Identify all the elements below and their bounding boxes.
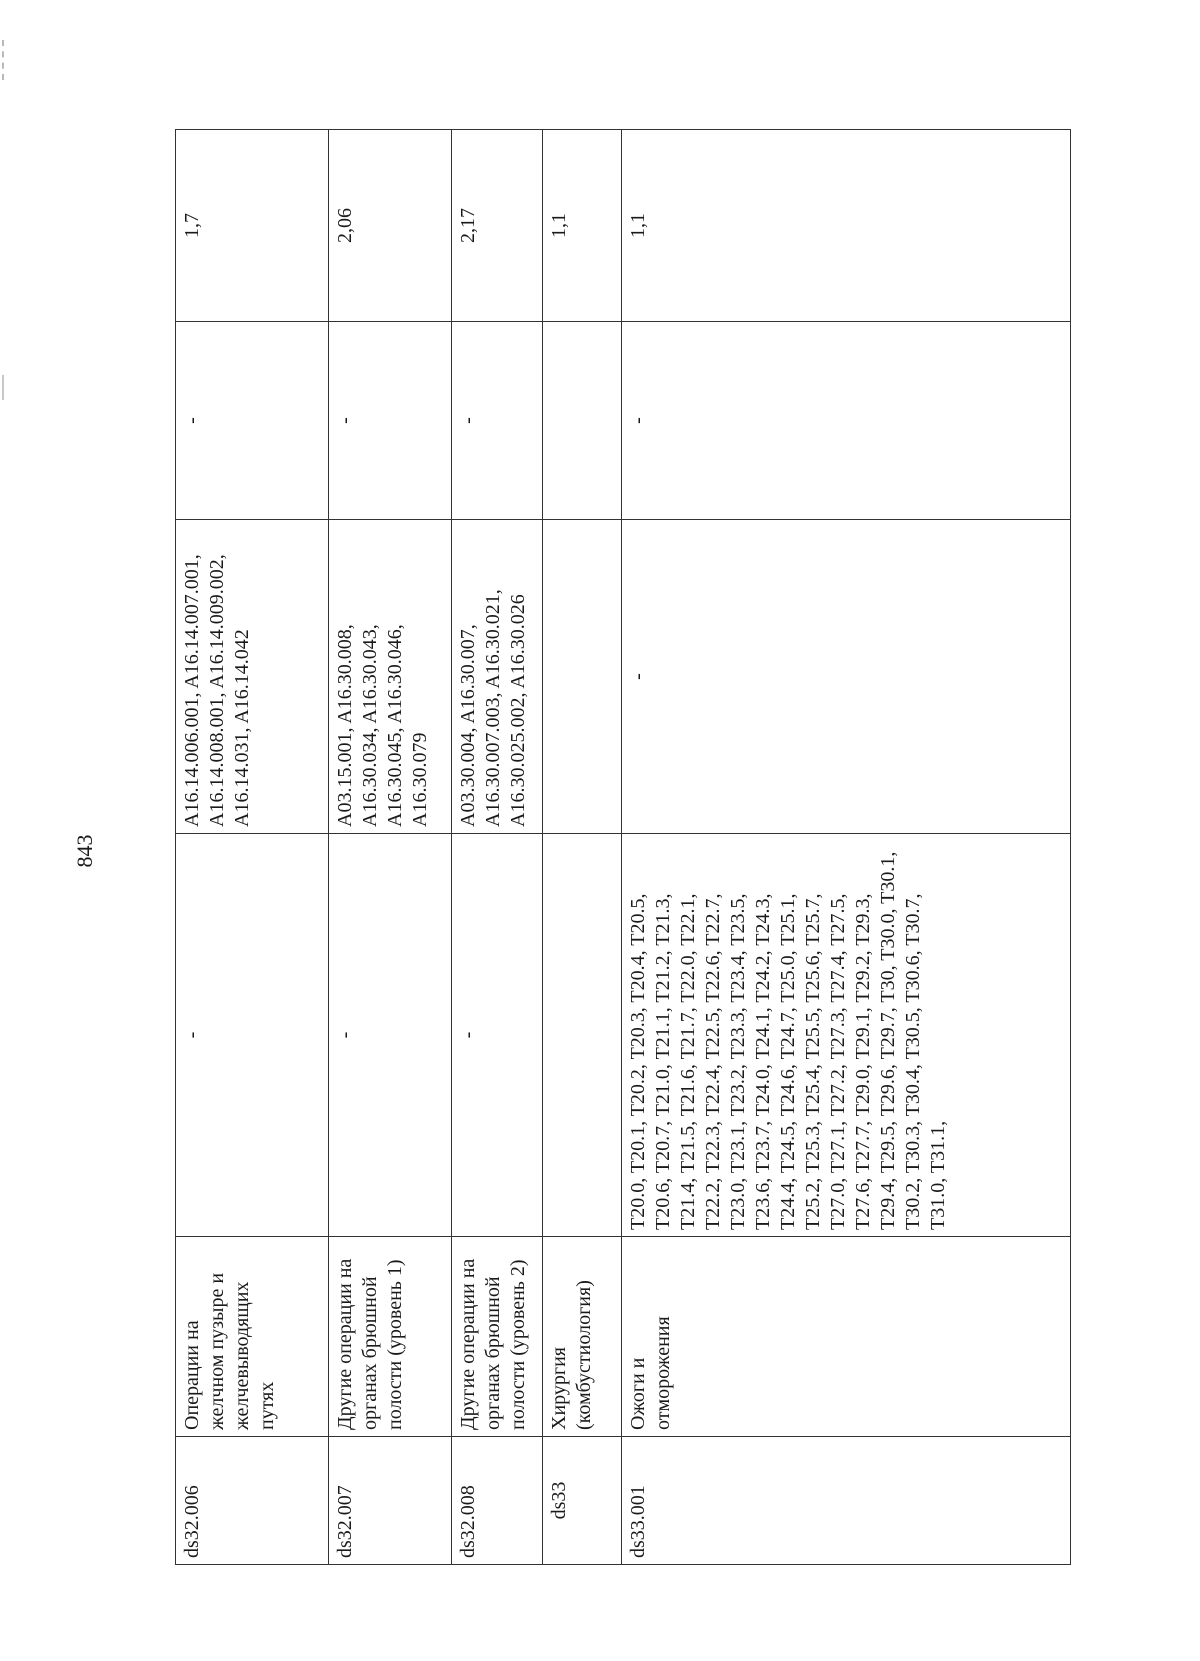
code-cell: ds33.001 bbox=[622, 1437, 1071, 1565]
diagnosis-cell: T20.0, T20.1, T20.2, T20.3, T20.4, T20.5, T20.6, T20.7, T21.0, T21.1, T21.2, T21.3, T21.4, T21.5, T21.6, T21.7, T22.0, T22.1, T22.2, T22.3, T22.4, T22.5, T22.6, T22.7, T23.0, T23.1, T23.2, T23.3, T23.4, T23.5, T23.6, T23.7, T24.0, T24.1, T24.2, T24.3, T24.4, T24.5, T24.6, T24.7, T25.0, T25.1, T25.2, T25.3, T25.4, T25.5, T25.6, T25.7, T27.0, T27.1, T27.2, T27.3, T27.4, T27.5, T27.6, T27.7, T29.0, T29.1, T29.2, T29.3, T29.4, T29.5, T29.6, T29.7, T30, T30.0, T30.1, T30.2, T30.3, T30.4, T30.5, T30.6, T30.7, T31.0, T31.1, bbox=[622, 834, 1071, 1237]
coefficient-cell: 2,17 bbox=[452, 130, 543, 322]
table-row bbox=[543, 130, 622, 1565]
code-cell: ds32.006 bbox=[176, 1437, 329, 1565]
code-cell: ds33 bbox=[543, 1437, 622, 1565]
coefficient-cell: 1,7 bbox=[176, 130, 329, 322]
coefficient-cell: 1,1 bbox=[622, 130, 1071, 322]
code-cell: ds32.008 bbox=[452, 1437, 543, 1565]
operations-cell: A03.15.001, A16.30.008, A16.30.034, A16.30.043, A16.30.045, A16.30.046, A16.30.079 bbox=[329, 520, 452, 834]
name-cell: Другие операции на органах брюшной полости (уровень 1) bbox=[329, 1237, 452, 1437]
code-cell: ds32.007 bbox=[329, 1437, 452, 1565]
coefficient-cell: 2,06 bbox=[329, 130, 452, 322]
table-row bbox=[329, 130, 452, 1565]
extra-criteria-cell bbox=[543, 322, 622, 520]
extra-criteria-cell: - bbox=[452, 322, 543, 520]
extra-criteria-cell: - bbox=[622, 322, 1071, 520]
scan-artifact-mark bbox=[2, 375, 4, 400]
extra-criteria-cell: - bbox=[329, 322, 452, 520]
tariff-table bbox=[175, 129, 1071, 1565]
diagnosis-cell: - bbox=[176, 834, 329, 1237]
diagnosis-cell bbox=[543, 834, 622, 1237]
page-number: 843 bbox=[72, 834, 97, 868]
diagnosis-cell: - bbox=[452, 834, 543, 1237]
operations-cell: A03.30.004, A16.30.007, A16.30.007.003, A16.30.021, A16.30.025.002, A16.30.026 bbox=[452, 520, 543, 834]
extra-criteria-cell: - bbox=[176, 322, 329, 520]
tariff-table-rotated bbox=[175, 130, 1087, 1565]
scan-artifact-mark bbox=[2, 40, 4, 80]
operations-cell bbox=[543, 520, 622, 834]
operations-cell: - bbox=[622, 520, 1071, 834]
name-cell: Другие операции на органах брюшной полости (уровень 2) bbox=[452, 1237, 543, 1437]
coefficient-cell: 1,1 bbox=[543, 130, 622, 322]
table-row bbox=[452, 130, 543, 1565]
name-cell: Операции на желчном пузыре и желчевыводящих путях bbox=[176, 1237, 329, 1437]
name-cell: Хирургия (комбустиология) bbox=[543, 1237, 622, 1437]
name-cell: Ожоги и отморожения bbox=[622, 1237, 1071, 1437]
table-row bbox=[622, 130, 1071, 1565]
table-row bbox=[176, 130, 329, 1565]
diagnosis-cell: - bbox=[329, 834, 452, 1237]
operations-cell: A16.14.006.001, A16.14.007.001, A16.14.008.001, A16.14.009.002, A16.14.031, A16.14.042 bbox=[176, 520, 329, 834]
